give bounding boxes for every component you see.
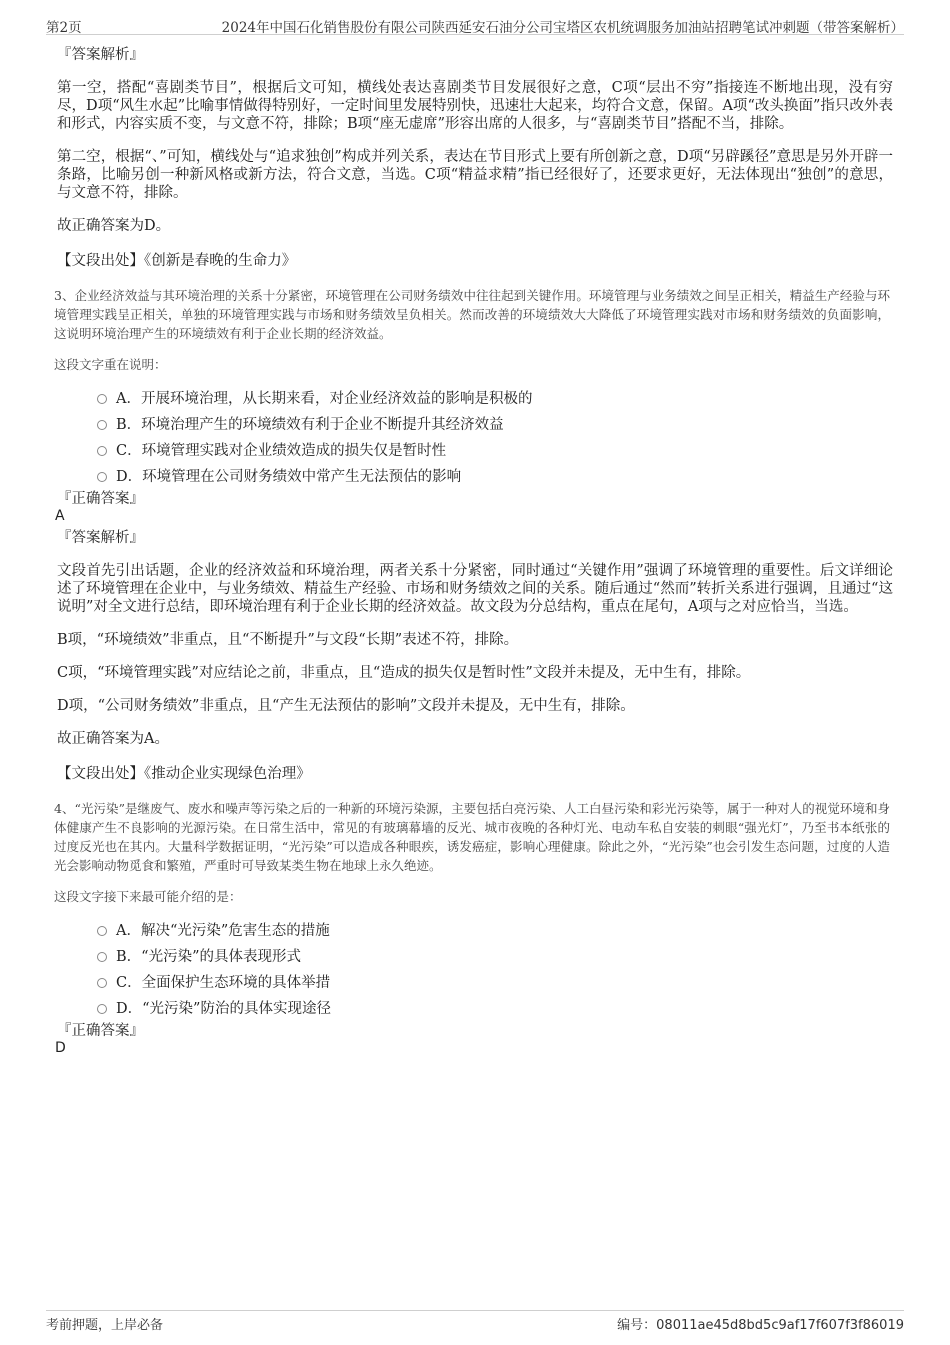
code-value: 08011ae45d8bd5c9af17f607f3f86019 [656, 1318, 904, 1333]
page-number: 第2页 [46, 20, 82, 36]
footer-slogan: 考前押题，上岸必备 [46, 1318, 164, 1333]
analysis-conclusion: 故正确答案为A。 [57, 731, 169, 747]
question-stem: 4、“光污染”是继废气、废水和噪声等污染之后的一种新的环境污染源，主要包括白亮污染、人工白昼污染和彩光污染等，属于一种对人的视觉环境和身体健康产生不良影响的光源污染。在日常生活中，常见的有玻璃幕墙的反光、城市夜晚的各种灯光、电动车私自安装的刺眼“强光灯”，乃至书本纸张的过度反光也在其内。大量科学数据证明，“光污染”可以造成各种眼疾，诱发癌症，影响心理健康。除此之外，“光污染”也会引发生态问题，过度的人造光会影响动物觅食和繁殖，严重时可导致某类生物在地球上永久绝迹。 [54, 801, 890, 873]
option-d[interactable] [57, 1000, 893, 1026]
correct-answer-tag: 『正确答案』 [57, 491, 144, 507]
radio-button[interactable] [97, 952, 107, 962]
option-letter: C． [116, 443, 142, 459]
passage-source: 【文段出处】《推动企业实现绿色治理》 [57, 766, 311, 782]
option-letter: D． [116, 469, 143, 485]
page-header [46, 14, 904, 35]
radio-button[interactable] [97, 978, 107, 988]
radio-button[interactable] [97, 1004, 107, 1014]
option-letter: C． [116, 975, 142, 991]
document-title: 2024年中国石化销售股份有限公司陕西延安石油分公司宝塔区农机统调服务加油站招聘笔试冲刺题（带答案解析） [221, 20, 904, 36]
analysis-paragraph: B项，“环境绩效”非重点，且“不断提升”与文段“长期”表述不符，排除。 [57, 632, 519, 648]
option-letter: B． [116, 417, 142, 433]
radio-button[interactable] [97, 926, 107, 936]
option-letter: D． [116, 1001, 143, 1017]
option-text: 环境管理在公司财务绩效中常产生无法预估的影响 [142, 469, 462, 485]
page-footer [46, 1310, 904, 1335]
question-stem: 3、企业经济效益与其环境治理的关系十分紧密，环境管理在公司财务绩效中往往起到关键作用。环境管理与业务绩效之间呈正相关，精益生产经验与环境管理实践呈正相关，单独的环境管理实践与市场和财务绩效呈负相关。然而改善的环境绩效大大降低了环境管理实践对市场和财务绩效的负面影响，这说明环境治理产生的环境绩效有利于企业长期的经济效益。 [54, 288, 890, 341]
option-b[interactable] [57, 948, 893, 974]
analysis-tag: 『答案解析』 [57, 47, 144, 63]
option-text: “光污染”防治的具体实现途径 [142, 1001, 331, 1017]
radio-button[interactable] [97, 394, 107, 404]
option-letter: B． [116, 949, 142, 965]
option-text: “光污染”的具体表现形式 [141, 949, 301, 965]
radio-button[interactable] [97, 472, 107, 482]
document-body [54, 46, 893, 1056]
option-a[interactable] [57, 390, 893, 416]
option-a[interactable] [57, 922, 893, 948]
code-label: 编号： [617, 1318, 657, 1333]
question-prompt: 这段文字接下来最可能介绍的是： [54, 889, 242, 904]
analysis-paragraph: 第二空，根据“、”可知，横线处与“追求独创”构成并列关系，表达在节目形式上要有所创新之意，D项“另辟蹊径”意思是另外开辟一条路，比喻另创一种新风格或新方法，符合文意，当选。C项“精益求精”指已经很好了，还要求更好，无法体现出“独创”的意思，与文意不符，排除。 [57, 149, 893, 201]
question-prompt: 这段文字重在说明： [54, 357, 167, 372]
option-b[interactable] [57, 416, 893, 442]
analysis-paragraph: 文段首先引出话题，企业的经济效益和环境治理，两者关系十分紧密，同时通过“关键作用”强调了环境管理的重要性。后文详细论述了环境管理在企业中，与业务绩效、精益生产经验、市场和财务绩效之间的关系。随后通过“然而”转折关系进行强调，且通过“这说明”对全文进行总结，即环境治理有利于企业长期的经济效益。故文段为分总结构，重点在尾句，A项与之对应恰当，当选。 [57, 563, 893, 615]
option-c[interactable] [57, 442, 893, 468]
analysis-paragraph: C项，“环境管理实践”对应结论之前，非重点，且“造成的损失仅是暂时性”文段并未提及，无中生有，排除。 [57, 665, 751, 681]
option-text: 环境治理产生的环境绩效有利于企业不断提升其经济效益 [141, 417, 504, 433]
option-text: 环境管理实践对企业绩效造成的损失仅是暂时性 [141, 443, 447, 459]
option-text: 全面保护生态环境的具体举措 [141, 975, 331, 991]
correct-answer-tag: 『正确答案』 [57, 1023, 144, 1039]
analysis-conclusion: 故正确答案为D。 [57, 218, 171, 234]
analysis-paragraph: 第一空，搭配“喜剧类节目”，根据后文可知，横线处表达喜剧类节目发展很好之意，C项“层出不穷”指接连不断地出现，没有穷尽，D项“风生水起”比喻事情做得特别好，一定时间里发展特别快，迅速壮大起来，均符合文意，保留。A项“改头换面”指只改外表和形式，内容实质不变，与文意不符，排除；B项“座无虚席”形容出席的人很多，与“喜剧类节目”搭配不当，排除。 [57, 80, 893, 132]
option-letter: A． [116, 923, 141, 939]
answer-options [57, 390, 893, 494]
option-text: 解决“光污染”危害生态的措施 [140, 923, 330, 939]
document-code [617, 1314, 904, 1333]
option-letter: A． [116, 391, 141, 407]
answer-options [57, 922, 893, 1026]
option-text: 开展环境治理，从长期来看，对企业经济效益的影响是积极的 [140, 391, 533, 407]
analysis-tag: 『答案解析』 [57, 530, 144, 546]
radio-button[interactable] [97, 446, 107, 456]
option-c[interactable] [57, 974, 893, 1000]
correct-answer: A [55, 508, 65, 524]
passage-source: 【文段出处】《创新是春晚的生命力》 [57, 253, 297, 269]
correct-answer: D [55, 1040, 66, 1056]
radio-button[interactable] [97, 420, 107, 430]
analysis-paragraph: D项，“公司财务绩效”非重点，且“产生无法预估的影响”文段并未提及，无中生有，排除。 [57, 698, 635, 714]
option-d[interactable] [57, 468, 893, 494]
